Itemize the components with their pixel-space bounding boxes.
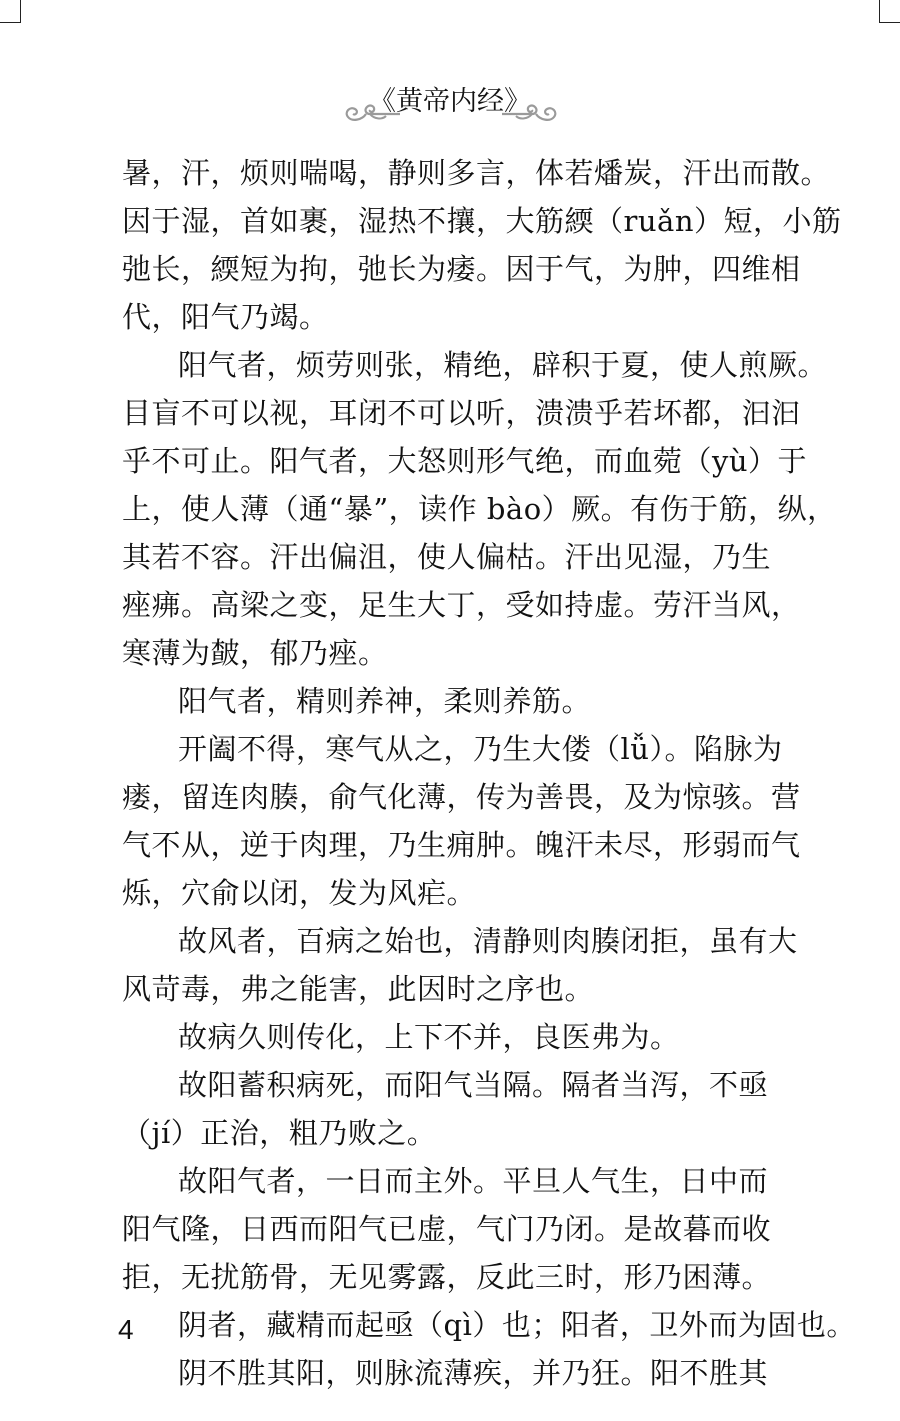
header-title: 《黄帝内经》 bbox=[369, 86, 531, 117]
text-line: 代，阳气乃竭。 bbox=[122, 300, 329, 334]
text-line: 风苛毒，弗之能害，此因时之序也。 bbox=[122, 972, 595, 1006]
text-line: 烁，穴俞以闭，发为风疟。 bbox=[122, 876, 477, 910]
page-number: 4 bbox=[118, 1314, 134, 1345]
text-line: 故病久则传化，上下不并，良医弗为。 bbox=[178, 1020, 680, 1054]
text-line: 故阳蓄积病死，而阳气当隔。隔者当泻，不亟 bbox=[178, 1068, 769, 1102]
text-line: （jí）正治，粗乃败之。 bbox=[122, 1116, 437, 1150]
text-line: 乎不可止。阳气者，大怒则形气绝，而血菀（yù）于 bbox=[122, 444, 808, 478]
text-line: 弛长，緛短为拘，弛长为痿。因于气，为肿，四维相 bbox=[122, 252, 801, 286]
text-line: 阳气者，精则养神，柔则养筋。 bbox=[178, 684, 592, 718]
text-line: 阳气隆，日西而阳气已虚，气门乃闭。是故暮而收 bbox=[122, 1212, 772, 1246]
text-line: 因于湿，首如裹，湿热不攘，大筋緛（ruǎn）短，小筋 bbox=[122, 204, 842, 238]
text-line: 气不从，逆于肉理，乃生痈肿。魄汗未尽，形弱而气 bbox=[122, 828, 801, 862]
text-line: 目盲不可以视，耳闭不可以听，溃溃乎若坏都，汩汩 bbox=[122, 396, 801, 430]
text-line: 上，使人薄（通“暴”，读作 bào）厥。有伤于筋，纵， bbox=[122, 492, 837, 526]
text-line: 寒薄为皶，郁乃痤。 bbox=[122, 636, 388, 670]
text-line: 其若不容。汗出偏沮，使人偏枯。汗出见湿，乃生 bbox=[122, 540, 772, 574]
running-header bbox=[0, 82, 900, 132]
text-line: 故风者，百病之始也，清静则肉腠闭拒，虽有大 bbox=[178, 924, 798, 958]
crop-mark-right bbox=[879, 0, 900, 23]
text-line: 故阳气者，一日而主外。平旦人气生，日中而 bbox=[178, 1164, 769, 1198]
cloud-ornament-right-icon bbox=[500, 100, 562, 126]
text-line: 瘘，留连肉腠，俞气化薄，传为善畏，及为惊骇。营 bbox=[122, 780, 801, 814]
text-line: 痤疿。高梁之变，足生大丁，受如持虚。劳汗当风， bbox=[122, 588, 801, 622]
text-line: 阳气者，烦劳则张，精绝，辟积于夏，使人煎厥。 bbox=[178, 348, 828, 382]
crop-mark-left bbox=[0, 0, 21, 23]
text-line: 开阖不得，寒气从之，乃生大偻（lǚ）。陷脉为 bbox=[178, 732, 783, 766]
text-line: 阴不胜其阳，则脉流薄疾，并乃狂。阳不胜其 bbox=[178, 1356, 769, 1390]
text-line: 阴者，藏精而起亟（qì）也；阳者，卫外而为固也。 bbox=[178, 1308, 856, 1342]
text-line: 拒，无扰筋骨，无见雾露，反此三时，形乃困薄。 bbox=[122, 1260, 772, 1294]
text-line: 暑，汗，烦则喘喝，静则多言，体若燔炭，汗出而散。 bbox=[122, 156, 831, 190]
